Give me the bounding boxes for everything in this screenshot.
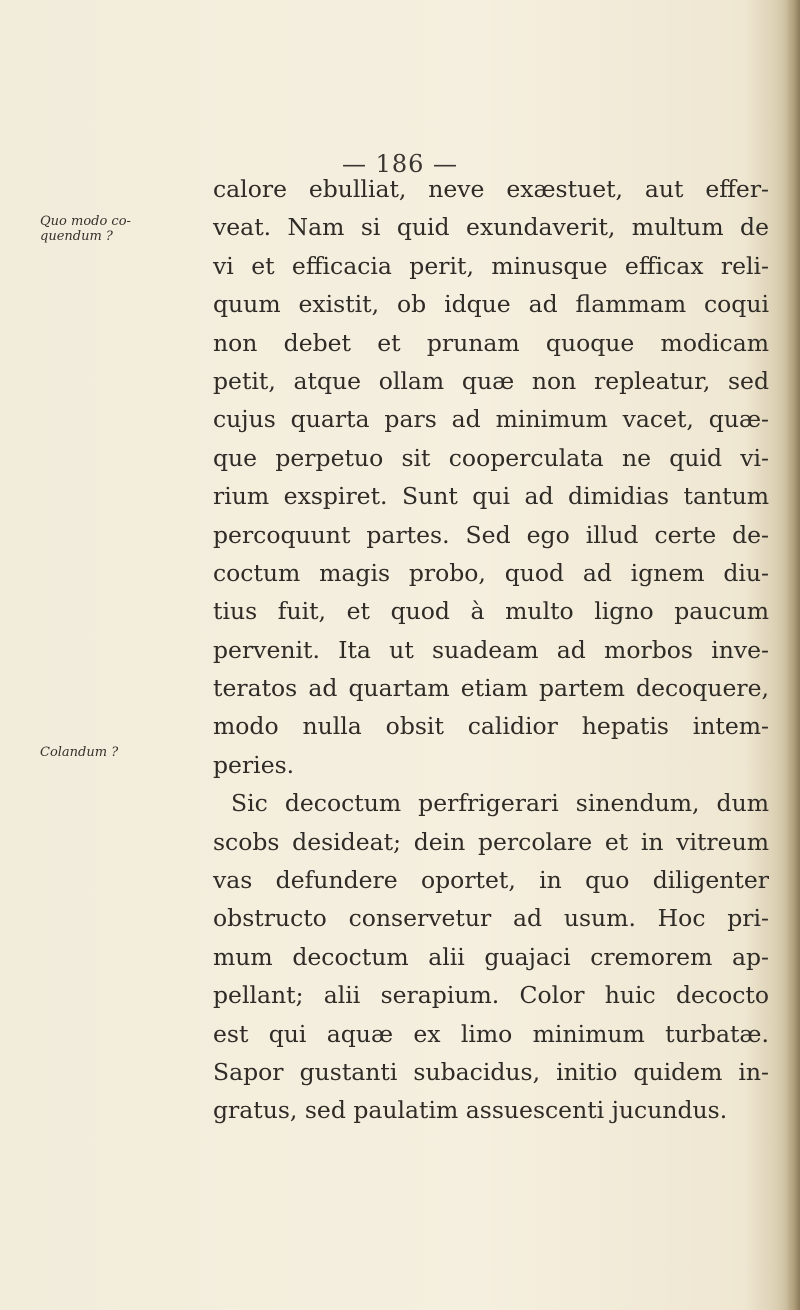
text-line: pervenit. Ita ut suadeam ad morbos inve- <box>213 635 769 664</box>
text-line: mum decoctum alii guajaci cremorem ap- <box>213 942 769 971</box>
text-line: modo nulla obsit calidior hepatis intem- <box>213 712 769 741</box>
page-edge-shadow <box>786 0 800 1310</box>
text-line: Sapor gustanti subacidus, initio quidem in- <box>213 1057 769 1086</box>
marginal-note-line: quendum ? <box>40 229 113 244</box>
page-number: — 186 — <box>341 150 459 178</box>
body-text <box>213 170 769 1130</box>
text-line: gratus, sed paulatim assuescenti jucundus. <box>213 1096 728 1125</box>
text-line: quum existit, ob idque ad flammam coqui <box>213 290 769 319</box>
marginal-note-line: Colandum ? <box>40 745 119 760</box>
text-line: tius fuit, et quod à multo ligno paucum <box>213 597 769 626</box>
text-line: teratos ad quartam etiam partem decoquere, <box>213 674 769 703</box>
text-line: veat. Nam si quid exundaverit, multum de <box>213 213 769 242</box>
marginal-note-quo-modo <box>40 214 131 244</box>
text-line: coctum magis probo, quod ad ignem diu- <box>213 558 769 587</box>
text-line: que perpetuo sit cooperculata ne quid vi- <box>213 443 769 472</box>
text-line: obstructo conservetur ad usum. Hoc pri- <box>213 904 769 933</box>
marginal-note-line: Quo modo co- <box>40 214 131 229</box>
marginal-note-colandum <box>40 745 118 760</box>
text-line: scobs desideat; dein percolare et in vitreum <box>213 827 769 856</box>
text-line: Sic decoctum perfrigerari sinendum, dum <box>231 789 769 818</box>
text-line: vas defundere oportet, in quo diligenter <box>213 866 769 895</box>
text-line: non debet et prunam quoque modicam <box>213 328 769 357</box>
text-line: cujus quarta pars ad minimum vacet, quæ- <box>213 405 769 434</box>
text-line: petit, atque ollam quæ non repleatur, sed <box>213 366 769 395</box>
text-line: est qui aquæ ex limo minimum turbatæ. <box>213 1019 769 1048</box>
text-line: pellant; alii serapium. Color huic decocto <box>213 981 769 1010</box>
text-line: rium exspiret. Sunt qui ad dimidias tantum <box>213 482 769 511</box>
text-line: percoquunt partes. Sed ego illud certe de- <box>213 520 769 549</box>
text-line: calore ebulliat, neve exæstuet, aut effer- <box>213 175 769 203</box>
text-line: vi et efficacia perit, minusque efficax reli- <box>213 251 769 280</box>
text-line: peries. <box>213 750 295 779</box>
